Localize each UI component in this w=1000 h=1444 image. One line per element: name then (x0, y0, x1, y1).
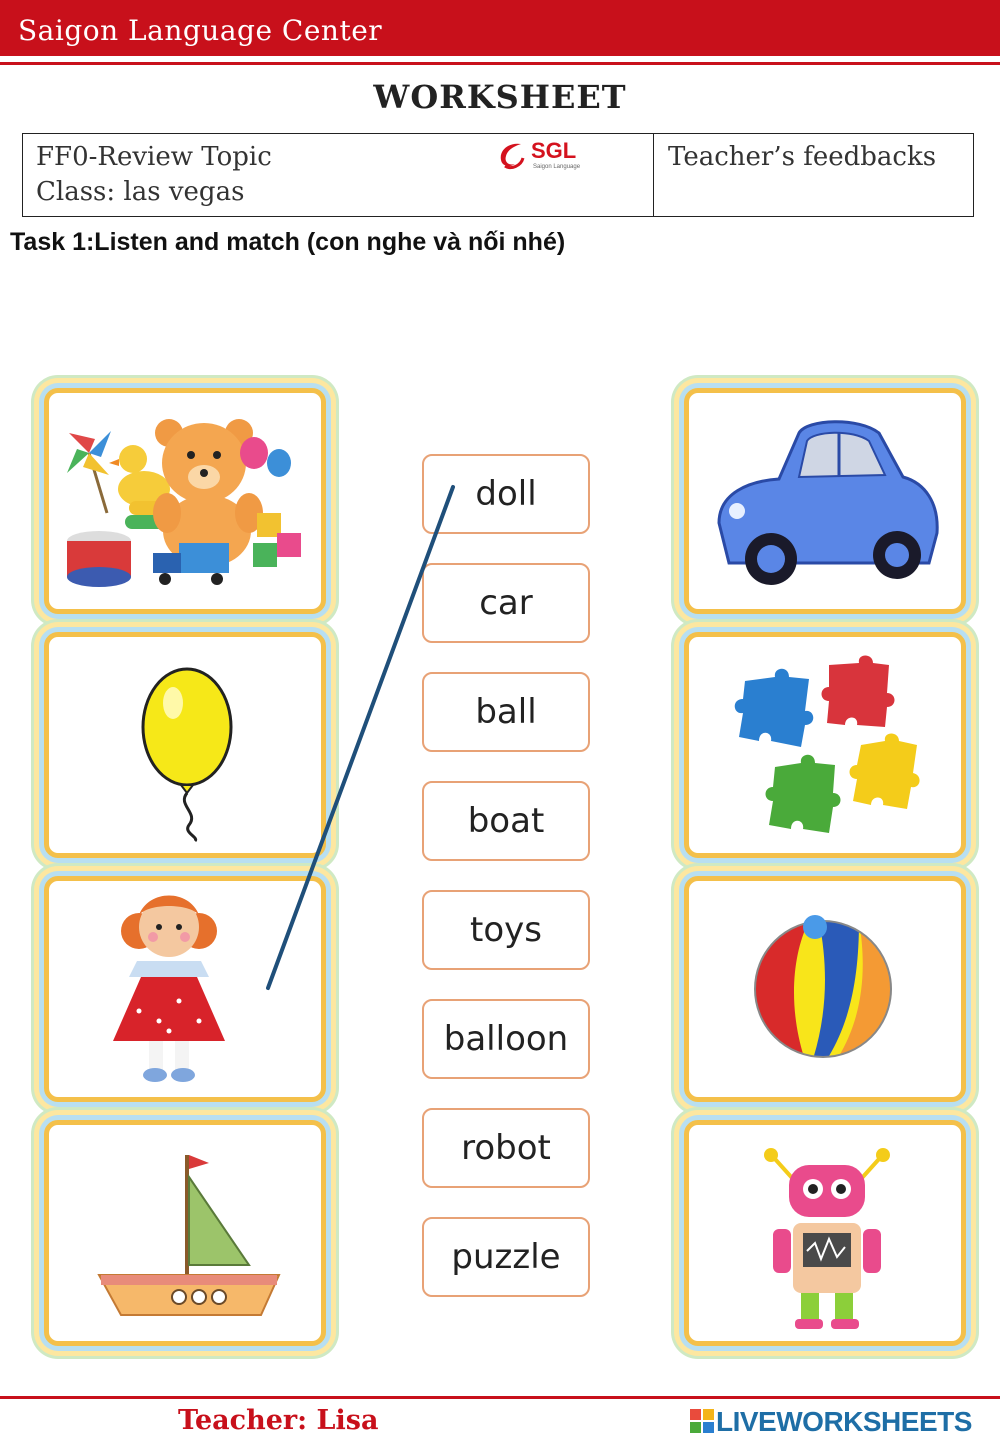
liveworksheets-logo-text: LIVEWORKSHEETS (716, 1406, 972, 1437)
car-picture-icon (689, 393, 961, 609)
sgl-swoosh-icon (493, 140, 529, 172)
doll-picture-icon (49, 881, 321, 1097)
picture-card-robot[interactable] (684, 1120, 966, 1346)
word-box-car[interactable]: car (422, 563, 590, 643)
info-left-cell (23, 134, 654, 216)
sgl-logo-text: SGL (531, 138, 577, 163)
header-divider (0, 62, 1000, 65)
footer-divider (0, 1396, 1000, 1399)
robot-picture-icon (689, 1125, 961, 1341)
task-title: Task 1:Listen and match (con nghe và nối nhé) (10, 228, 566, 256)
word-box-robot[interactable]: robot (422, 1108, 590, 1188)
header-bar (0, 0, 1000, 56)
class-text: Class: las vegas (36, 177, 245, 207)
picture-card-toys[interactable] (44, 388, 326, 614)
word-box-puzzle[interactable]: puzzle (422, 1217, 590, 1297)
worksheet-title: WORKSHEET (373, 78, 627, 116)
balloon-picture-icon (49, 637, 321, 853)
picture-card-boat[interactable] (44, 1120, 326, 1346)
toys-picture-icon (49, 393, 321, 609)
picture-card-balloon[interactable] (44, 632, 326, 858)
word-box-doll[interactable]: doll (422, 454, 590, 534)
center-name: Saigon Language Center (18, 14, 383, 47)
liveworksheets-grid-icon (690, 1409, 714, 1433)
puzzle-picture-icon (689, 637, 961, 853)
word-box-toys[interactable]: toys (422, 890, 590, 970)
boat-picture-icon (49, 1125, 321, 1341)
info-table (22, 133, 974, 217)
topic-text: FF0-Review Topic (36, 142, 272, 172)
teacher-feedback-label: Teacher’s feedbacks (668, 142, 937, 172)
ball-picture-icon (689, 881, 961, 1097)
teacher-name: Teacher: Lisa (178, 1405, 379, 1436)
picture-card-ball[interactable] (684, 876, 966, 1102)
sgl-logo (493, 140, 593, 174)
word-box-ball[interactable]: ball (422, 672, 590, 752)
word-box-boat[interactable]: boat (422, 781, 590, 861)
picture-card-doll[interactable] (44, 876, 326, 1102)
picture-card-car[interactable] (684, 388, 966, 614)
picture-card-puzzle[interactable] (684, 632, 966, 858)
word-box-balloon[interactable]: balloon (422, 999, 590, 1079)
sgl-logo-subtext: Saigon Language (533, 164, 581, 170)
